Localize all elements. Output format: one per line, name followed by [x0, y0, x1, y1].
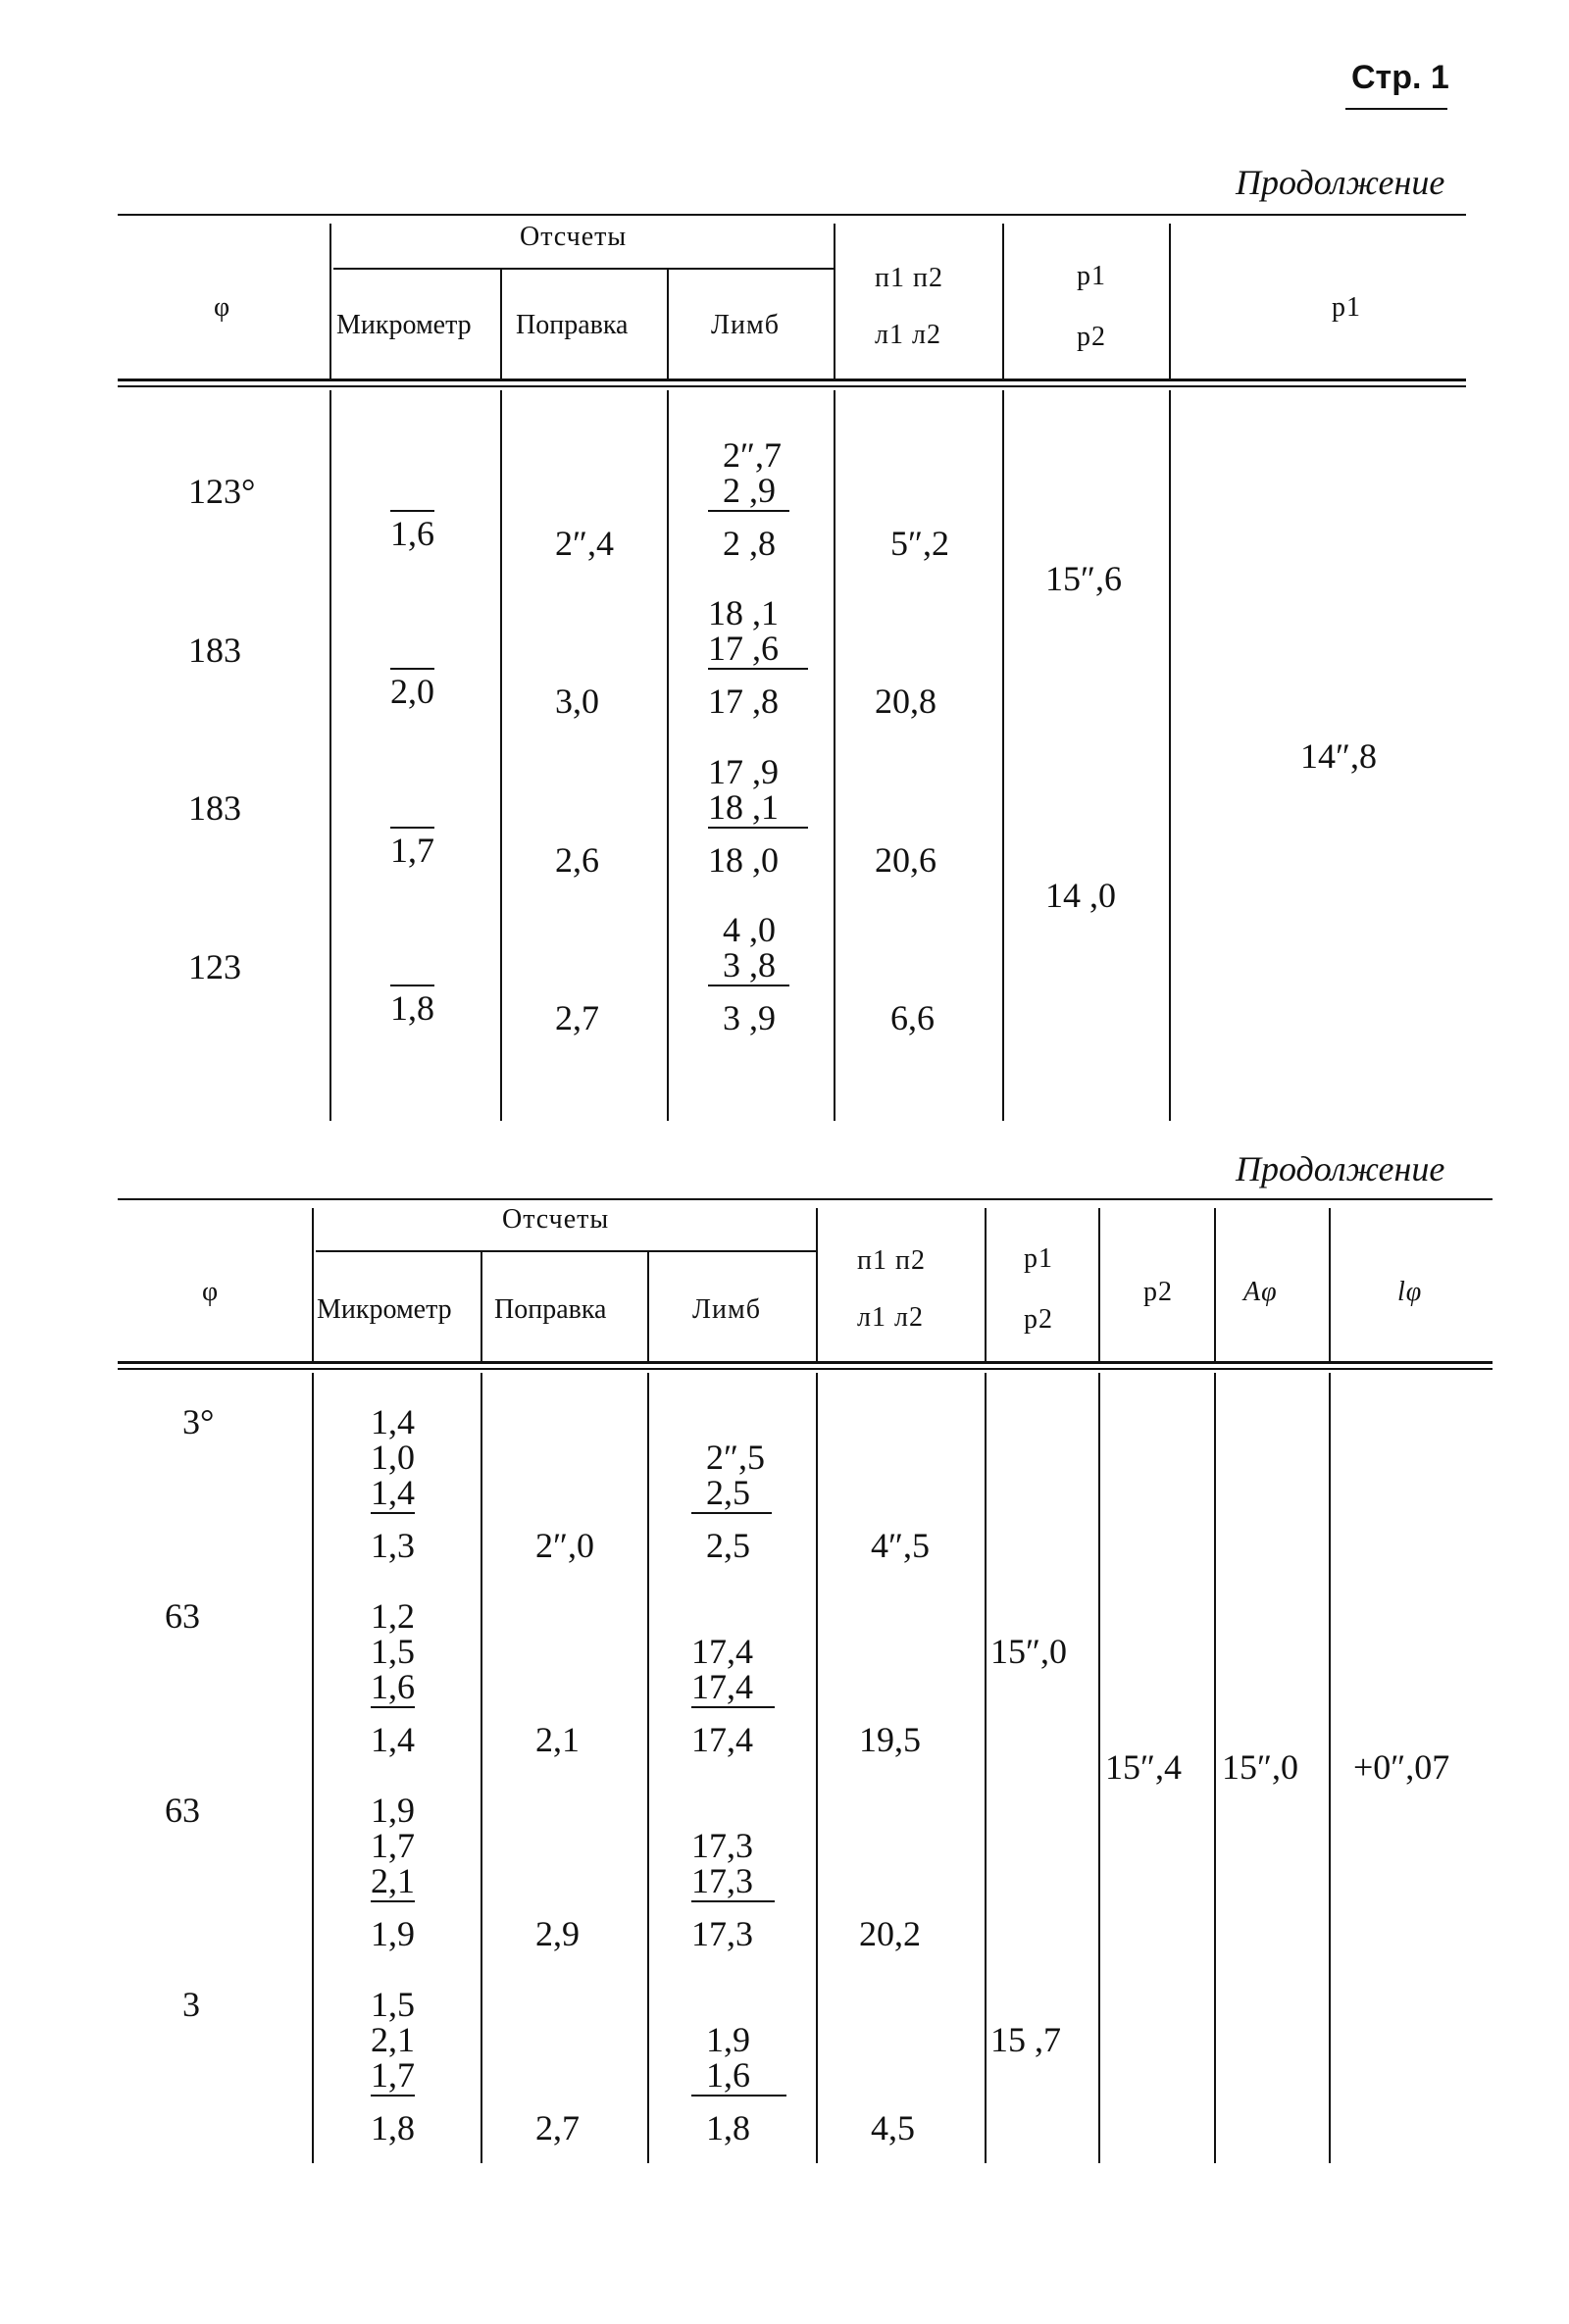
t2-v2-head [481, 1252, 482, 1361]
t1-head-pl-top: п1 п2 [875, 263, 943, 293]
t2-v2 [481, 1373, 482, 2163]
t1-head-p12-top: p1 [1077, 261, 1106, 291]
t2-head-phi: φ [202, 1277, 220, 1307]
t2-row1-limb-3: 2,5 [706, 1526, 750, 1565]
t2-row4-micro-1: 1,5 [371, 1985, 415, 2024]
table2-top-rule [118, 1198, 1493, 1200]
t2-head-micrometer: Микрометр [317, 1294, 452, 1325]
t2-row2-pl: 19,5 [859, 1720, 921, 1759]
page-number: Стр. 1 [1351, 59, 1449, 96]
t2-v4 [816, 1373, 818, 2163]
t2-v7-head [1214, 1208, 1216, 1361]
t2-row1-micro-3: 1,4 [371, 1473, 415, 1512]
t1-row1-micrometer: 1,6 [390, 510, 434, 551]
t2-v5 [985, 1373, 987, 2163]
t2-a-phi: 15″,0 [1222, 1747, 1298, 1787]
t1-p12-2: 14 ,0 [1045, 876, 1116, 915]
t1-v4 [834, 390, 835, 1121]
t2-row4-micro-3: 1,7 [371, 2055, 415, 2095]
t1-row1-limb-1: 2″,7 [723, 435, 782, 475]
t2-row3-phi: 63 [165, 1791, 200, 1830]
table2-header-rule-2 [118, 1368, 1493, 1370]
t1-head-p1: p1 [1332, 292, 1361, 323]
t2-row1-phi: 3° [182, 1402, 215, 1441]
t2-row3-limb-1: 17,3 [691, 1826, 753, 1865]
t1-head-pl-bot: л1 л2 [875, 320, 941, 350]
t1-row3-limb-1: 17 ,9 [708, 752, 779, 791]
t2-head-l-phi: lφ [1397, 1277, 1423, 1307]
t1-row3-limb-3: 18 ,0 [708, 840, 779, 880]
t1-row2-limb-3: 17 ,8 [708, 682, 779, 721]
t2-row2-micro-3: 1,6 [371, 1667, 415, 1706]
t2-v1 [312, 1373, 314, 2163]
t2-row2-micro-1: 1,2 [371, 1596, 415, 1636]
t2-head-a-phi: Aφ [1243, 1277, 1278, 1307]
t1-row4-limb-2: 3 ,8 [708, 947, 789, 986]
t1-row4-correction: 2,7 [555, 998, 599, 1037]
t2-row4-pl: 4,5 [871, 2108, 915, 2147]
t1-head-correction: Поправка [516, 310, 629, 340]
t1-p1: 14″,8 [1300, 736, 1377, 776]
t1-row4-phi: 123 [188, 947, 241, 986]
t1-v2-head [500, 270, 502, 379]
t1-v2 [500, 390, 502, 1121]
t2-row3-limb-3: 17,3 [691, 1914, 753, 1953]
t2-row3-correction: 2,9 [535, 1914, 580, 1953]
t2-v1-head [312, 1208, 314, 1361]
t1-p12-1: 15″,6 [1045, 559, 1122, 598]
t1-head-limb: Лимб [711, 310, 780, 340]
t2-v3 [647, 1373, 649, 2163]
t2-row4-micro-4: 1,8 [371, 2108, 415, 2147]
t2-v8-head [1329, 1208, 1331, 1361]
t1-v6-head [1169, 224, 1171, 379]
t1-row3-limb-2: 18 ,1 [708, 789, 808, 829]
t1-head-group: Отсчеты [520, 222, 628, 252]
t2-row1-limb-2: 2,5 [691, 1475, 772, 1514]
t2-row2-micro-2: 1,5 [371, 1632, 415, 1671]
t2-row3-pl: 20,2 [859, 1914, 921, 1953]
t1-row4-limb-3: 3 ,9 [723, 998, 776, 1037]
t1-head-micrometer: Микрометр [336, 310, 472, 340]
table1-header-rule-2 [118, 385, 1466, 387]
t2-row4-limb-1: 1,9 [706, 2020, 750, 2059]
table2-header-rule [118, 1361, 1493, 1364]
t2-row4-limb-2: 1,6 [691, 2057, 786, 2097]
t1-row4-limb-1: 4 ,0 [723, 910, 776, 949]
t1-row2-correction: 3,0 [555, 682, 599, 721]
t1-head-p12-bot: p2 [1077, 322, 1106, 352]
t1-row3-pl: 20,6 [875, 840, 936, 880]
t1-row1-limb-2: 2 ,9 [708, 473, 789, 512]
t1-row2-limb-2: 17 ,6 [708, 631, 808, 670]
t2-l-phi: +0″,07 [1353, 1747, 1450, 1787]
t2-row4-limb-3: 1,8 [706, 2108, 750, 2147]
t2-head-p2: p2 [1143, 1277, 1173, 1307]
t1-v5 [1002, 390, 1004, 1121]
t2-row4-phi: 3 [182, 1985, 200, 2024]
t1-v3 [667, 390, 669, 1121]
t2-row3-micro-3: 2,1 [371, 1861, 415, 1900]
table1-continuation: Продолжение [1236, 163, 1445, 202]
t2-row2-correction: 2,1 [535, 1720, 580, 1759]
t2-row1-correction: 2″,0 [535, 1526, 594, 1565]
t2-row1-micro-2: 1,0 [371, 1438, 415, 1477]
t2-head-p12-bot: p2 [1024, 1304, 1053, 1335]
table1-header-rule [118, 379, 1466, 381]
t1-row4-micrometer: 1,8 [390, 985, 434, 1026]
table1-top-rule [118, 214, 1466, 216]
t1-row2-micrometer: 2,0 [390, 668, 434, 709]
table2-group-rule [316, 1250, 816, 1252]
t2-row3-micro-2: 1,7 [371, 1826, 415, 1865]
t2-row2-limb-3: 17,4 [691, 1720, 753, 1759]
t2-v7 [1214, 1373, 1216, 2163]
t2-head-p12-top: p1 [1024, 1243, 1053, 1274]
t1-v1 [329, 390, 331, 1121]
t2-v6-head [1098, 1208, 1100, 1361]
t2-v8 [1329, 1373, 1331, 2163]
t2-head-group: Отсчеты [502, 1204, 610, 1235]
t2-row3-limb-2: 17,3 [691, 1863, 775, 1902]
t1-v3-head [667, 270, 669, 379]
t1-row2-pl: 20,8 [875, 682, 936, 721]
t2-v5-head [985, 1208, 987, 1361]
t2-v4-head [816, 1208, 818, 1361]
t2-head-limb: Лимб [692, 1294, 761, 1325]
t1-v6 [1169, 390, 1171, 1121]
t2-row2-phi: 63 [165, 1596, 200, 1636]
t1-v5-head [1002, 224, 1004, 379]
t2-p12-1: 15″,0 [990, 1632, 1067, 1671]
t1-v4-head [834, 224, 835, 379]
t1-row1-pl: 5″,2 [890, 524, 949, 563]
t2-row2-limb-2: 17,4 [691, 1669, 775, 1708]
t2-v6 [1098, 1373, 1100, 2163]
t2-head-pl-top: п1 п2 [857, 1245, 926, 1276]
t2-row3-micro-4: 1,9 [371, 1914, 415, 1953]
t2-row1-pl: 4″,5 [871, 1526, 930, 1565]
title-underline [1345, 108, 1447, 110]
table2-continuation: Продолжение [1236, 1149, 1445, 1188]
t1-row2-limb-1: 18 ,1 [708, 593, 779, 632]
t2-row3-micro-1: 1,9 [371, 1791, 415, 1830]
t1-row2-phi: 183 [188, 631, 241, 670]
t1-row1-phi: 123° [188, 472, 256, 511]
t1-v1-head [329, 224, 331, 379]
t1-row3-correction: 2,6 [555, 840, 599, 880]
t2-v3-head [647, 1252, 649, 1361]
t2-row1-micro-1: 1,4 [371, 1402, 415, 1441]
t2-row1-micro-4: 1,3 [371, 1526, 415, 1565]
t1-row1-limb-3: 2 ,8 [723, 524, 776, 563]
t2-row4-micro-2: 2,1 [371, 2020, 415, 2059]
t1-row3-micrometer: 1,7 [390, 827, 434, 868]
t1-head-phi: φ [214, 292, 231, 323]
t2-row1-limb-1: 2″,5 [706, 1438, 765, 1477]
t2-head-pl-bot: л1 л2 [857, 1302, 924, 1333]
t2-row4-correction: 2,7 [535, 2108, 580, 2147]
t1-row1-correction: 2″,4 [555, 524, 614, 563]
t2-p12-2: 15 ,7 [990, 2020, 1061, 2059]
t1-row3-phi: 183 [188, 788, 241, 828]
t2-head-correction: Поправка [494, 1294, 607, 1325]
t2-row2-micro-4: 1,4 [371, 1720, 415, 1759]
t2-row2-limb-1: 17,4 [691, 1632, 753, 1671]
t1-row4-pl: 6,6 [890, 998, 935, 1037]
table1-group-rule [333, 268, 834, 270]
t2-p2: 15″,4 [1105, 1747, 1182, 1787]
